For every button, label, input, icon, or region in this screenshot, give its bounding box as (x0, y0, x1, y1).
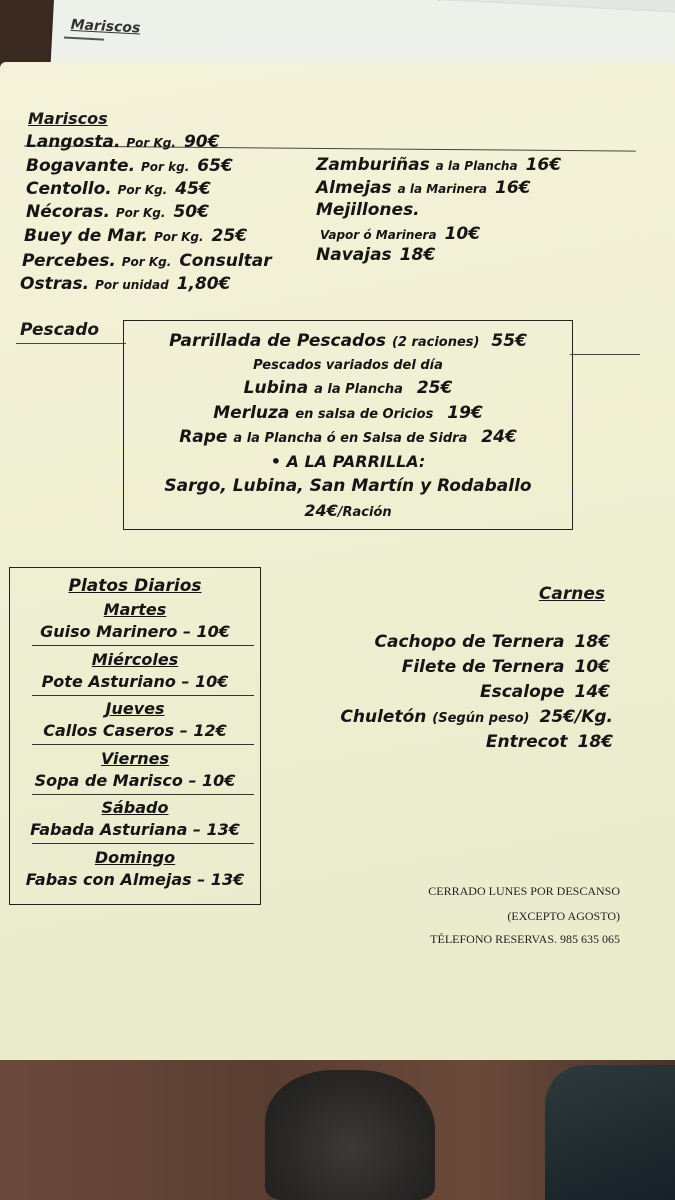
item-name: Navajas (316, 245, 392, 265)
lubina-name: Lubina (243, 378, 309, 398)
item-name: Buey de Mar. (24, 226, 149, 246)
mariscos-item (20, 274, 230, 294)
rape-name: Rape (179, 427, 228, 447)
carnes-heading: Carnes (538, 584, 605, 604)
item-price: 10€ (444, 224, 481, 244)
item-unit: Por Kg. (115, 206, 166, 220)
item-note: (Según peso) (432, 711, 530, 726)
item-name: Entrecot (485, 732, 568, 752)
parrilla-heading: A LA PARRILLA: (286, 452, 426, 471)
item-price: 50€ (173, 202, 209, 222)
parrilla-price: 24€ (304, 501, 338, 520)
lubina-note: a la Plancha (314, 382, 403, 397)
item-price: 25€/Kg. (539, 707, 613, 727)
pescado-heading: Pescado (20, 320, 100, 340)
phone-note: TÉLEFONO RESERVAS. 985 635 065 (430, 932, 620, 946)
mariscos-item (316, 178, 531, 198)
item-name: Langosta. (26, 132, 121, 152)
item-price: 1,80€ (176, 274, 231, 294)
carnes-item (375, 632, 611, 652)
parrilla-fish: Sargo, Lubina, San Martín y Rodaballo (164, 476, 532, 496)
mariscos-heading: Mariscos (28, 109, 108, 128)
mariscos-item (26, 132, 219, 152)
item-price: 16€ (495, 178, 531, 198)
parrilla-price-line (124, 501, 572, 520)
parrillada-price: 55€ (491, 331, 527, 351)
day-dish: Fabada Asturiana – 13€ (30, 820, 240, 839)
item-price: 18€ (577, 732, 613, 752)
carnes-item (486, 732, 613, 752)
menu-page (0, 62, 675, 1060)
item-name: Filete de Ternera (401, 657, 565, 677)
day-name: Miércoles (91, 649, 179, 669)
carnes-item (480, 682, 610, 702)
item-price: 25€ (211, 226, 248, 246)
item-price: 10€ (574, 657, 610, 677)
item-price: 14€ (574, 682, 610, 702)
pescados-variados: Pescados variados del día (253, 358, 443, 373)
carnes-item (402, 657, 610, 677)
item-name: Percebes. (22, 251, 116, 271)
mariscos-item (316, 200, 420, 220)
day-dish: Sopa de Marisco – 10€ (34, 770, 236, 790)
item-price: 18€ (399, 245, 436, 265)
item-name: Centollo. (26, 179, 112, 199)
day-name: Sábado (101, 798, 169, 817)
item-name: Bogavante. (26, 156, 136, 176)
item-unit: Por Kg. (121, 255, 172, 269)
item-unit: Por Kg. (117, 183, 168, 197)
day-dish: Callos Caseros – 12€ (43, 721, 227, 740)
day-divider (32, 645, 254, 646)
item-price: 45€ (175, 179, 211, 199)
item-unit: Por kg. (140, 160, 190, 174)
day-dish: Guiso Marinero – 10€ (40, 622, 230, 641)
day-name: Martes (103, 600, 167, 619)
item-price: 65€ (197, 156, 233, 176)
parrillada-note: (2 raciones) (391, 335, 480, 350)
mariscos-item (26, 179, 211, 199)
item-price: 18€ (574, 632, 610, 652)
except-note: (EXCEPTO AGOSTO) (507, 909, 620, 923)
day-divider (32, 744, 254, 745)
item-name: Escalope (480, 682, 565, 702)
item-name: Chuletón (340, 707, 427, 727)
platos-diarios-heading: Platos Diarios (68, 576, 202, 596)
day-divider (32, 794, 254, 795)
shoe (265, 1070, 435, 1200)
rape-note: a la Plancha ó en Salsa de Sidra (233, 431, 468, 446)
mariscos-item (26, 156, 233, 176)
item-unit: Por Kg. (126, 136, 176, 150)
mariscos-item (316, 155, 561, 175)
lubina-line (124, 378, 572, 398)
pescado-rule-right (570, 354, 640, 355)
mariscos-item (320, 224, 480, 244)
mariscos-item (24, 226, 247, 246)
item-unit: Por unidad (95, 278, 169, 292)
item-unit: a la Marinera (397, 182, 488, 196)
lubina-price: 25€ (416, 378, 453, 398)
carnes-item (340, 707, 613, 727)
parrillada-name: Parrillada de Pescados (169, 331, 387, 351)
merluza-name: Merluza (213, 403, 290, 423)
item-unit: Por Kg. (153, 230, 204, 244)
mariscos-item (26, 202, 209, 222)
parrillada-line (124, 331, 572, 351)
item-name: Zamburiñas (316, 155, 430, 175)
pescado-rule-left (16, 343, 126, 344)
day-divider (32, 695, 254, 696)
day-dish: Pote Asturiano – 10€ (41, 671, 229, 691)
item-price: 90€ (183, 132, 220, 152)
bullet-icon: • (270, 452, 281, 471)
back-sheet-title: Mariscos (70, 16, 141, 37)
item-price: Consultar (179, 251, 272, 271)
parrilla-heading-line (124, 452, 572, 471)
item-name: Cachopo de Ternera (374, 632, 565, 652)
day-divider (32, 843, 254, 844)
platos-diarios-box (9, 567, 261, 905)
item-price: 16€ (525, 155, 562, 175)
day-name: Domingo (94, 847, 176, 867)
mariscos-item (316, 245, 435, 265)
rape-line (124, 427, 572, 447)
item-name: Almejas (316, 178, 392, 198)
day-name: Jueves (105, 699, 165, 718)
day-name: Viernes (100, 748, 170, 768)
item-name: Ostras. (20, 274, 90, 294)
rape-price: 24€ (481, 427, 517, 447)
merluza-note: en salsa de Oricios (295, 407, 434, 422)
mariscos-item (22, 251, 272, 271)
pescado-box (123, 320, 573, 530)
day-dish: Fabas con Almejas – 13€ (25, 869, 245, 889)
item-unit: a la Plancha (435, 159, 518, 173)
jeans (545, 1065, 675, 1200)
merluza-price: 19€ (447, 403, 483, 423)
item-name: Nécoras. (26, 202, 110, 222)
closed-note: CERRADO LUNES POR DESCANSO (428, 884, 620, 898)
item-name: Mejillones. (316, 200, 420, 220)
item-unit: Vapor ó Marinera (320, 228, 437, 242)
merluza-line (124, 403, 572, 423)
parrilla-unit: /Ración (337, 505, 392, 520)
back-sheet-line (64, 37, 104, 47)
